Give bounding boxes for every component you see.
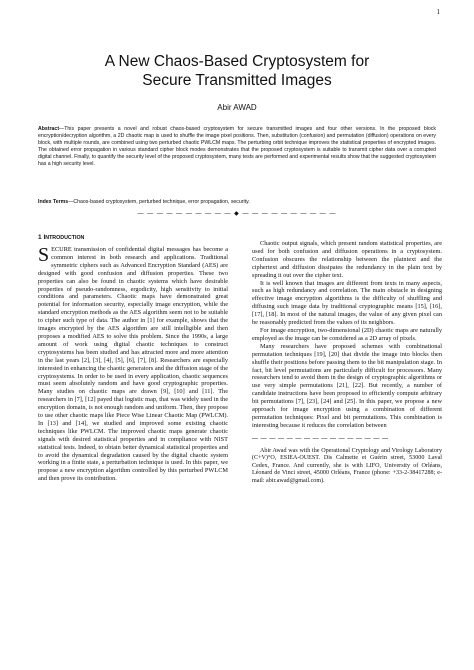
intro-paragraph-1-text: ECURE transmission of confidential digital messages has become a common interest in both research and applications. Traditional symmetric ciphers such as Advanced Encryption Standard (AES) are designed with good confusion and diffusion properties. These two properties can also be found in chaotic systems which have desirable properties of pseudo-randomness, ergodicity, high sensitivity to initial conditions and parameters. Chaotic maps have demonstrated great potential for information security, especially image encryption, while the standard encryption methods as the AES algorithm seem not to be suitable to cipher such type of data. The author in [1] for example, shows that the images encrypted by the AES algorithm are still intelligible and then proposes a modified AES to solve this problem. Since the 1990s, a large amount of work using digital chaotic techniques to construct cryptosystems has been studied and has attracted more and more attention in the last years [2], [3], [4], [5], [6], [7], [8]. Researchers are especially interested in enhancing the chaotic generators and the diffusion stage of the cryptosystems. In order to be used in every application, chaotic sequences must seem absolutely random and have good cryptographic properties. Many studies on chaotic maps are drawn [9], [10] and [11]. The researchers in [7], [12] payed that logistic map, that was widely used in the encryption domain, is not enough random and uniform. Then, they propose to use other chaotic maps like Piece Wise Linear Chaotic Map (PWLCM). In [13] and [14], we studied and improved some existing chaotic techniques like PWLCM. The improved chaotic maps generate chaotic signals with desired statistical properties and in compliance with NIST statistical tests. Indeed, to obtain better dynamical statistical properties and to avoid the dynamical degradation caused by the digital chaotic system working in a finite state, a perturbation technique is used. In this paper, we propose a new encryption algorithm controlled by this perturbed PWLCM and then prove its contribution. (38, 246, 228, 483)
intro-paragraph-1 (38, 246, 228, 483)
right-column (252, 240, 442, 486)
footnote-rule: — — — — — — — — — — — — — — — — (252, 435, 389, 442)
author-name: Abir AWAD (217, 103, 257, 112)
intro-paragraph-3: It is well known that images are different from texts in many aspects, such as high redundancy and correlation. The main obstacle in designing effective image encryption algorithms is the difficulty of shuffling and diffusing such image data by traditional cryptographic means [15], [16], [17], [18]. In most of the natural images, the value of any given pixel can be reasonably predicted from the values of its neighbors. (252, 279, 442, 327)
section-separator: — — — — — — — — — — ◆ — — — — — — — — — — (137, 211, 337, 217)
abstract (38, 126, 436, 167)
intro-paragraph-4: For image encryption, two-dimensional (2D) chaotic maps are naturally employed as the image can be considered as a 2D array of pixels. (252, 326, 442, 342)
title-line-1: A New Chaos-Based Cryptosystem for (104, 53, 370, 70)
section-title-first: I (43, 234, 46, 241)
author-footnote: Abir Awad was with the Operational Cryptology and Virology Laboratory (C+V)°O, ESIEA-OUEST. Dis Calmette et Guérin street, 53000 Laval Cedex, France. And currently, she is with LIFO, University of Orléans, Léonard de Vinci street, 45000 Orléans, France (phone: +33-2-38417288; e-mail: abir.awad@gmail.com). (252, 447, 442, 485)
page-number: 1 (436, 8, 440, 16)
section-title-rest: NTRODUCTION (45, 235, 85, 241)
section-number: 1 (38, 234, 42, 241)
title-line-2: Secure Transmitted Images (142, 72, 332, 89)
index-terms-text: —Chaos-based cryptosystem, perturbed technique, error propagation, security. (68, 199, 250, 205)
index-terms (38, 199, 436, 206)
index-terms-label: Index Terms (38, 199, 69, 205)
section-heading-introduction (38, 234, 228, 242)
paper-title (40, 52, 434, 90)
abstract-label: Abstract (38, 126, 60, 132)
abstract-text: —This paper presents a novel and robust chaos-based cryptosystem for secure transmitted images and four other versions. In the proposed block encryption/decryption algorithm, a 2D chaotic map is used to shuffle the image pixel positions. Then, substitution (confusion) and permutation (diffusion) operations on every block, with multiple rounds, are combined using two perturbed chaotic PWLCM maps. The perturbing orbit technique improves the statistical properties of encrypted images. The obtained error propagation in various standard cipher block modes demonstrates that the proposed cryptosystem is suitable to transmit cipher data over a corrupted digital channel. Finally, to quantify the security level of the proposed cryptosystem, many tests are performed and experimental results show that the suggested cryptosystem has a high security level. (38, 126, 436, 167)
intro-paragraph-5: Many researchers have proposed schemes with combinational permutation techniques [19], [20] that divide the image into blocks then shuffle their positions before passing them to the bit manipulation stage. In fact, bit level permutations are particularly difficult for processors. Many researchers tend to avoid them in the design of cryptographic algorithms or use very simple permutations [21], [22]. But recently, a number of candidate instructions have been proposed to efficiently compute arbitrary bit permutations [7], [23], [24] and [25]. In this paper, we propose a new approach for image encryption using a combination of different permutation techniques: Pixel and bit permutations. This combination is interesting because it reduces the correlation between (252, 342, 442, 429)
drop-cap: S (38, 244, 50, 266)
intro-paragraph-2: Chaotic output signals, which present random statistical properties, are used for both confusion and diffusion operations in a cryptosystem. Confusion obscures the relationship between the plaintext and the ciphertext and diffusion dissipates the redundancy in the plain text by spreading it out over the cipher text. (252, 240, 442, 279)
left-column (38, 234, 228, 483)
